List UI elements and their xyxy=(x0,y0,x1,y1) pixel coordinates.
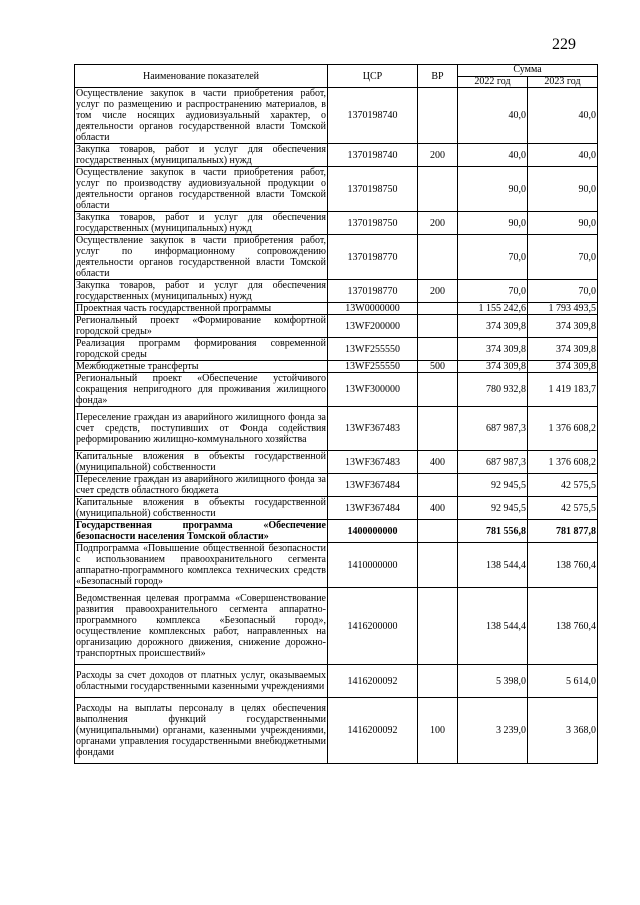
row-vr xyxy=(418,373,458,407)
table-row xyxy=(75,543,598,588)
row-amount-2023: 40,0 xyxy=(528,88,598,144)
row-amount-2022: 40,0 xyxy=(458,88,528,144)
row-name: Региональный проект «Обеспечение устойчивого сокращения непригодного для проживания жилищного фонда» xyxy=(76,373,326,406)
table-row xyxy=(75,88,598,144)
header-csr: ЦСР xyxy=(328,65,418,88)
row-amount-2022: 92 945,5 xyxy=(458,474,528,497)
row-amount-2022: 40,0 xyxy=(458,144,528,167)
table-row xyxy=(75,665,598,698)
row-amount-2023: 1 376 608,2 xyxy=(528,451,598,474)
row-amount-2022: 687 987,3 xyxy=(458,451,528,474)
header-name: Наименование показателей xyxy=(75,65,328,88)
row-amount-2022: 90,0 xyxy=(458,212,528,235)
row-amount-2023: 42 575,5 xyxy=(528,497,598,520)
page-number: 229 xyxy=(552,36,576,53)
row-name: Государственная программа «Обеспечение безопасности населения Томской области» xyxy=(76,520,326,542)
row-csr: 1416200092 xyxy=(328,665,418,698)
table-row xyxy=(75,280,598,303)
row-amount-2023: 40,0 xyxy=(528,144,598,167)
table-row xyxy=(75,167,598,212)
row-amount-2022: 374 309,8 xyxy=(458,315,528,338)
row-amount-2023: 781 877,8 xyxy=(528,520,598,543)
row-csr: 13WF367484 xyxy=(328,497,418,520)
table-row xyxy=(75,698,598,764)
row-vr xyxy=(418,407,458,451)
table-row xyxy=(75,361,598,373)
row-csr: 1410000000 xyxy=(328,543,418,588)
row-amount-2023: 42 575,5 xyxy=(528,474,598,497)
row-csr: 13WF367484 xyxy=(328,474,418,497)
row-amount-2023: 70,0 xyxy=(528,235,598,280)
row-amount-2023: 1 376 608,2 xyxy=(528,407,598,451)
row-vr: 500 xyxy=(418,361,458,373)
row-amount-2022: 1 155 242,6 xyxy=(458,303,528,315)
row-csr: 1370198740 xyxy=(328,88,418,144)
row-csr: 1400000000 xyxy=(328,520,418,543)
row-amount-2022: 70,0 xyxy=(458,280,528,303)
row-vr xyxy=(418,520,458,543)
row-name: Расходы за счет доходов от платных услуг, оказываемых областными государственными казенными учреждениями xyxy=(75,665,328,698)
header-sum: Сумма xyxy=(458,65,598,77)
row-name: Реализация программ формирования современной городской среды xyxy=(76,338,326,360)
row-amount-2022: 3 239,0 xyxy=(458,698,528,764)
row-amount-2023: 138 760,4 xyxy=(528,543,598,588)
row-csr: 1416200092 xyxy=(328,698,418,764)
row-csr: 1370198750 xyxy=(328,212,418,235)
row-vr: 200 xyxy=(418,280,458,303)
row-vr xyxy=(418,235,458,280)
row-amount-2023: 1 419 183,7 xyxy=(528,373,598,407)
row-name: Закупка товаров, работ и услуг для обеспечения государственных (муниципальных) нужд xyxy=(76,280,326,302)
row-vr: 200 xyxy=(418,144,458,167)
budget-table xyxy=(74,64,598,764)
row-vr xyxy=(418,665,458,698)
table-row xyxy=(75,588,598,665)
row-amount-2023: 5 614,0 xyxy=(528,665,598,698)
row-csr: 13WF255550 xyxy=(328,338,418,361)
row-vr xyxy=(418,474,458,497)
row-amount-2022: 780 932,8 xyxy=(458,373,528,407)
row-csr: 13WF300000 xyxy=(328,373,418,407)
row-vr xyxy=(418,167,458,212)
row-amount-2022: 5 398,0 xyxy=(458,665,528,698)
table-row xyxy=(75,235,598,280)
row-amount-2023: 3 368,0 xyxy=(528,698,598,764)
table-row xyxy=(75,497,598,520)
row-vr: 200 xyxy=(418,212,458,235)
row-name: Осуществление закупок в части приобретения работ, услуг по информационному сопровождению деятельности органов государственной власти Томской области xyxy=(76,235,326,279)
row-amount-2022: 781 556,8 xyxy=(458,520,528,543)
row-csr: 1370198770 xyxy=(328,235,418,280)
row-vr xyxy=(418,303,458,315)
table-row xyxy=(75,373,598,407)
row-amount-2022: 92 945,5 xyxy=(458,497,528,520)
row-csr: 1416200000 xyxy=(328,588,418,665)
row-amount-2023: 374 309,8 xyxy=(528,315,598,338)
row-name: Расходы на выплаты персоналу в целях обеспечения выполнения функций государственными (муниципальными) органами, казенными учреждениями, органами управления государственными внебюджетными фондами xyxy=(75,698,328,764)
header-vr: ВР xyxy=(418,65,458,88)
row-name: Переселение граждан из аварийного жилищного фонда за счет средств областного бюджета xyxy=(76,474,326,496)
row-name: Подпрограмма «Повышение общественной безопасности с использованием правоохранительного сегмента аппаратно-программного комплекса технических средств «Безопасный город» xyxy=(76,543,326,587)
row-csr: 13WF200000 xyxy=(328,315,418,338)
row-name: Ведомственная целевая программа «Совершенствование развития правоохранительного сегмента аппаратно-программного комплекса «Безопасный город», осуществление комплексных работ, направленных на организацию дорожного движения, снижение дорожно-транспортных происшествий» xyxy=(75,588,328,665)
row-name: Закупка товаров, работ и услуг для обеспечения государственных (муниципальных) нужд xyxy=(76,144,326,166)
table-row xyxy=(75,315,598,338)
row-name: Капитальные вложения в объекты государственной (муниципальной) собственности xyxy=(76,497,326,519)
row-amount-2023: 90,0 xyxy=(528,167,598,212)
row-name: Закупка товаров, работ и услуг для обеспечения государственных (муниципальных) нужд xyxy=(76,212,326,234)
row-csr: 13WF367483 xyxy=(328,407,418,451)
row-amount-2022: 138 544,4 xyxy=(458,588,528,665)
row-csr: 13WF255550 xyxy=(328,361,418,373)
row-amount-2023: 138 760,4 xyxy=(528,588,598,665)
table-body xyxy=(75,88,598,764)
row-csr: 1370198750 xyxy=(328,167,418,212)
row-amount-2023: 90,0 xyxy=(528,212,598,235)
row-vr xyxy=(418,543,458,588)
row-vr: 400 xyxy=(418,451,458,474)
row-csr: 13WF367483 xyxy=(328,451,418,474)
row-csr: 1370198770 xyxy=(328,280,418,303)
table-row xyxy=(75,474,598,497)
table-row xyxy=(75,451,598,474)
row-vr: 100 xyxy=(418,698,458,764)
row-vr: 400 xyxy=(418,497,458,520)
table-row xyxy=(75,520,598,543)
table-row xyxy=(75,212,598,235)
row-vr xyxy=(418,338,458,361)
row-name: Проектная часть государственной программы xyxy=(75,303,328,315)
row-amount-2022: 138 544,4 xyxy=(458,543,528,588)
row-name: Осуществление закупок в части приобретения работ, услуг по размещению и распространению материалов, в том числе носящих аудиовизуальный характер, о деятельности органов государственной власти Томской области xyxy=(76,88,326,143)
row-name: Осуществление закупок в части приобретения работ, услуг по производству аудиовизуальной продукции о деятельности органов государственной власти Томской области xyxy=(76,167,326,211)
row-amount-2022: 374 309,8 xyxy=(458,338,528,361)
row-amount-2022: 374 309,8 xyxy=(458,361,528,373)
row-amount-2023: 1 793 493,5 xyxy=(528,303,598,315)
header-year-2022: 2022 год xyxy=(458,76,528,88)
header-year-2023: 2023 год xyxy=(528,76,598,88)
row-name: Региональный проект «Формирование комфортной городской среды» xyxy=(76,315,326,337)
row-name: Капитальные вложения в объекты государственной (муниципальной) собственности xyxy=(76,451,326,473)
row-name: Переселение граждан из аварийного жилищного фонда за счет средств, поступивших от Фонда содействия реформированию жилищно-коммунального хозяйства xyxy=(75,407,328,451)
row-csr: 1370198740 xyxy=(328,144,418,167)
row-amount-2022: 687 987,3 xyxy=(458,407,528,451)
table-row xyxy=(75,407,598,451)
table-row xyxy=(75,144,598,167)
row-amount-2023: 374 309,8 xyxy=(528,361,598,373)
row-vr xyxy=(418,88,458,144)
row-vr xyxy=(418,588,458,665)
table-row xyxy=(75,303,598,315)
row-amount-2023: 70,0 xyxy=(528,280,598,303)
row-amount-2022: 70,0 xyxy=(458,235,528,280)
row-name: Межбюджетные трансферты xyxy=(75,361,328,373)
row-amount-2022: 90,0 xyxy=(458,167,528,212)
row-csr: 13W0000000 xyxy=(328,303,418,315)
row-vr xyxy=(418,315,458,338)
row-amount-2023: 374 309,8 xyxy=(528,338,598,361)
table-row xyxy=(75,338,598,361)
